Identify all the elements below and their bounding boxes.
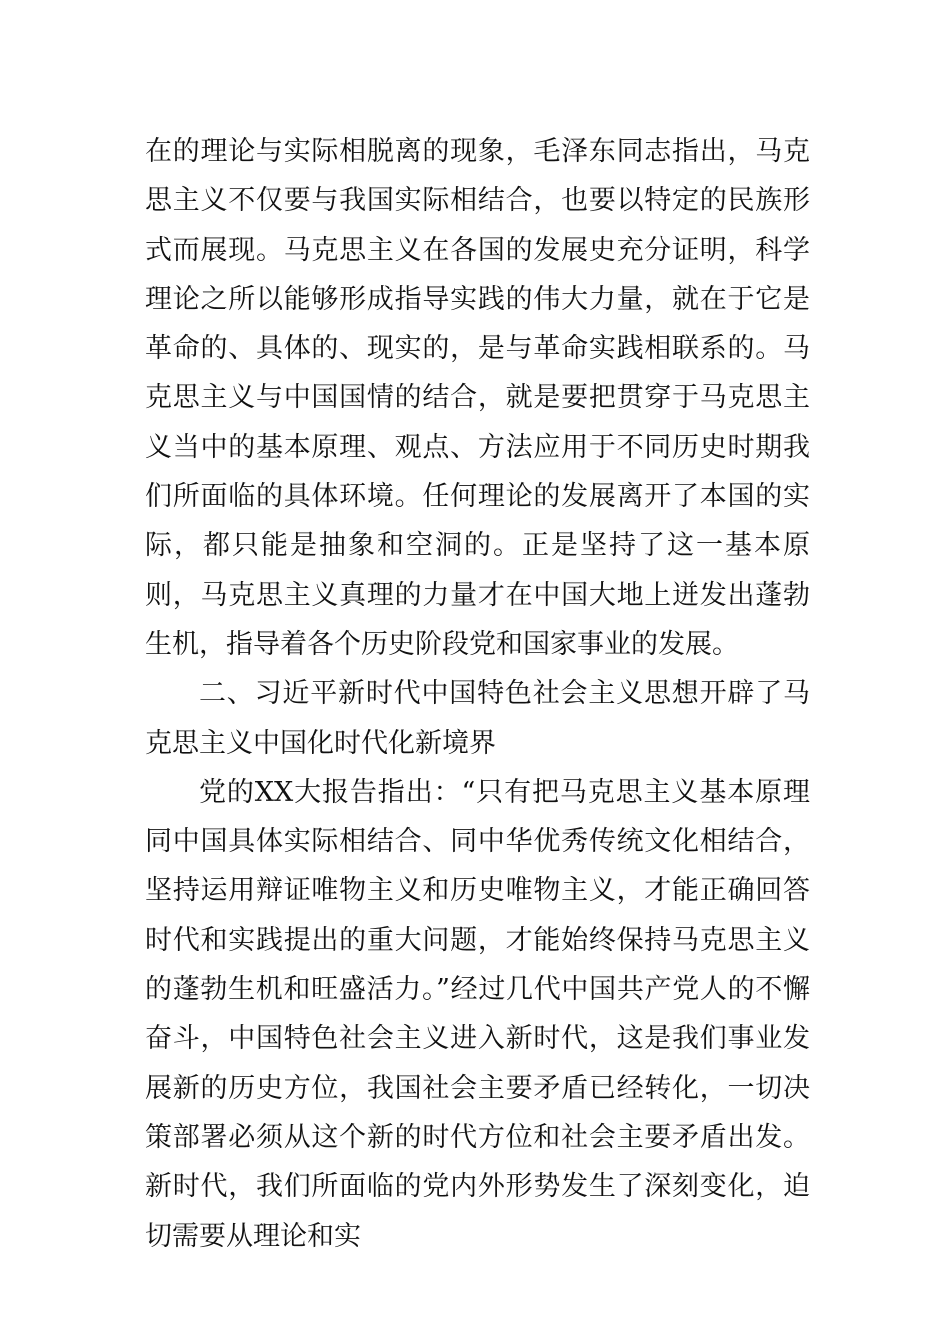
document-body — [145, 127, 810, 1261]
section-heading: 二、习近平新时代中国特色社会主义思想开辟了马克思主义中国化时代化新境界 — [145, 678, 810, 759]
paragraph-report-quote: 党的XX大报告指出：“只有把马克思主义基本原理同中国具体实际相结合、同中华优秀传统文化相结合，坚持运用辩证唯物主义和历史唯物主义，才能正确回答时代和实践提出的重大问题，才能始终保持马克思主义的蓬勃生机和旺盛活力。”经过几代中国共产党人的不懈奋斗，中国特色社会主义进入新时代，这是我们事业发展新的历史方位，我国社会主要矛盾已经转化，一切决策部署必须从这个新的时代方位和社会主要矛盾出发。新时代，我们所面临的党内外形势发生了深刻变化，迫切需要从理论和实 — [145, 776, 810, 1252]
paragraph-continued: 在的理论与实际相脱离的现象，毛泽东同志指出，马克思主义不仅要与我国实际相结合，也要以特定的民族形式而展现。马克思主义在各国的发展史充分证明，科学理论之所以能够形成指导实践的伟大力量，就在于它是革命的、具体的、现实的，是与革命实践相联系的。马克思主义与中国国情的结合，就是要把贯穿于马克思主义当中的基本原理、观点、方法应用于不同历史时期我们所面临的具体环境。任何理论的发展离开了本国的实际，都只能是抽象和空洞的。正是坚持了这一基本原则，马克思主义真理的力量才在中国大地上迸发出蓬勃生机，指导着各个历史阶段党和国家事业的发展。 — [145, 136, 810, 660]
